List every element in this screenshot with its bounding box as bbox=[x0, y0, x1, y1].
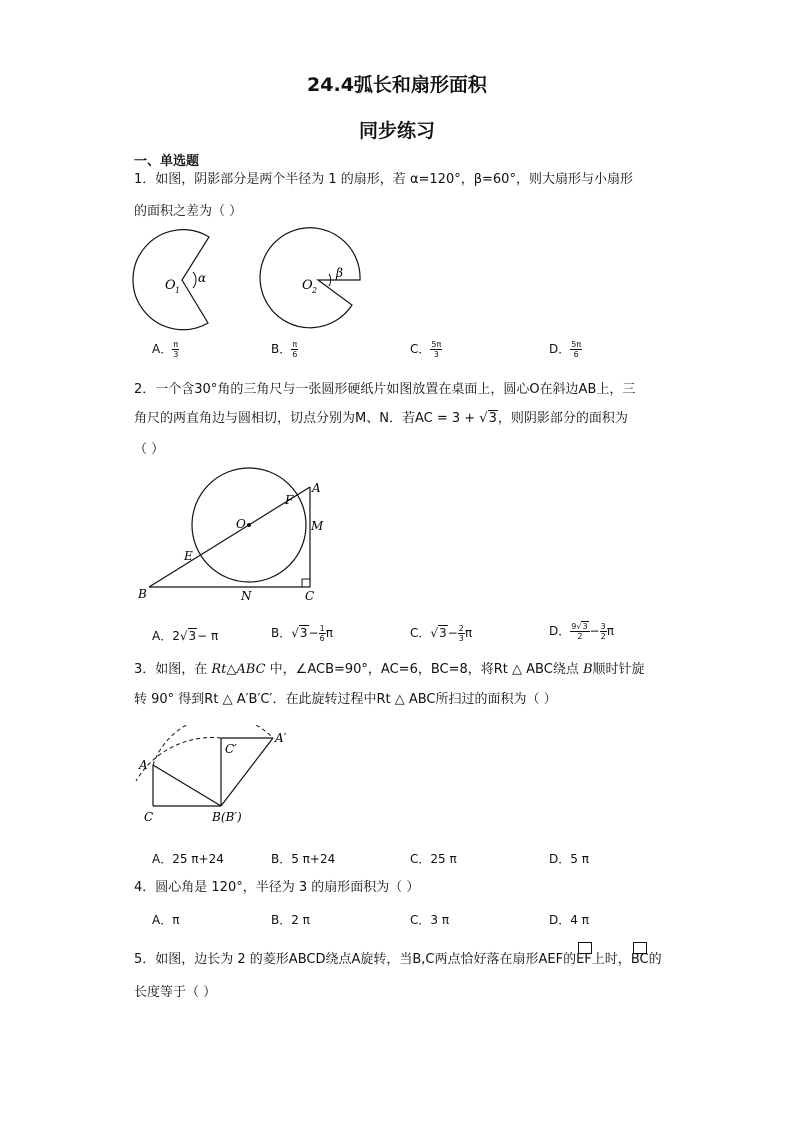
question-2-option-a[interactable]: A．2√3− π bbox=[152, 629, 219, 643]
radicand: 3 bbox=[299, 626, 308, 640]
tail: π bbox=[325, 626, 333, 640]
question-2-option-d[interactable] bbox=[549, 622, 614, 641]
question-1-option-a[interactable] bbox=[152, 340, 179, 359]
q5-arc-bc: BC bbox=[630, 952, 649, 967]
numerator: 1 bbox=[319, 624, 325, 633]
question-4-option-c[interactable] bbox=[410, 911, 449, 928]
q5-arc-ef: EF bbox=[576, 952, 592, 967]
question-3-option-d[interactable] bbox=[549, 850, 589, 867]
o1-subscript: 1 bbox=[175, 286, 181, 295]
option-label: A． bbox=[152, 852, 173, 866]
denominator: 6 bbox=[292, 350, 298, 359]
question-1-line-1: 1．如图，阴影部分是两个半径为 1 的扇形，若 α=120°，β=60°，则大扇形与小扇形 bbox=[134, 172, 633, 187]
question-4-line-1: 4．圆心角是 120°，半径为 3 的扇形面积为（ ） bbox=[134, 880, 420, 895]
option-text: 5 π bbox=[570, 852, 589, 866]
radicand: 3 bbox=[439, 626, 447, 640]
question-2-line-3: （ ） bbox=[134, 442, 165, 457]
option-label: D． bbox=[549, 342, 571, 356]
numerator: 3 bbox=[600, 622, 606, 631]
option-text: 4 π bbox=[570, 913, 589, 927]
question-2-option-b[interactable]: B．√3− $\frac{1}{6}$ π bbox=[271, 624, 333, 643]
q5-text-e: 的 bbox=[648, 952, 662, 967]
beta-label: β bbox=[336, 266, 343, 280]
label-f: F bbox=[285, 493, 294, 507]
label-e: E bbox=[184, 549, 193, 563]
question-3-figure bbox=[134, 725, 304, 830]
q3-text-b: 中，∠ACB=90°，AC=6，BC=8，将Rt △ ABC绕点 bbox=[265, 662, 583, 677]
option-label: B． bbox=[271, 342, 292, 356]
q2-text-a: 角尺的两直角边与圆相切，切点分别为M、N．若AC = 3 + bbox=[134, 411, 480, 426]
label-c: C bbox=[305, 589, 315, 603]
question-3-line-2: 转 90° 得到Rt △ A′B′C′．在此旋转过程中Rt △ ABC所扫过的面积为（ ） bbox=[134, 692, 557, 707]
minus: − bbox=[589, 624, 600, 638]
q3-text-c: 顺时针旋 bbox=[592, 662, 645, 677]
q3-triangle: Rt△ABC bbox=[211, 662, 266, 677]
option-text: 2 π bbox=[291, 913, 310, 927]
option-text: 25 π+24 bbox=[172, 852, 224, 866]
label-c-prime: C′ bbox=[225, 742, 237, 756]
label-b: B(B′) bbox=[212, 810, 242, 824]
question-4-option-b[interactable] bbox=[271, 911, 310, 928]
o2-subscript: 2 bbox=[312, 286, 318, 295]
radicand: 3 bbox=[582, 622, 588, 631]
question-2-line-2: 角尺的两直角边与圆相切，切点分别为M、N．若AC = 3 + √3，则阴影部分的面积为 bbox=[134, 411, 628, 426]
label-n: N bbox=[241, 589, 252, 603]
center-dot bbox=[247, 523, 251, 527]
arc-a-dashed bbox=[153, 725, 273, 765]
option-text: π bbox=[172, 913, 180, 927]
question-2-figure bbox=[130, 440, 340, 610]
q5-text-a: 5．如图，边长为 2 的菱形ABCD绕点A旋转，当B,C两点恰好落在扇形AEF的 bbox=[134, 952, 577, 967]
label-o: O bbox=[236, 517, 246, 531]
q2-radicand: 3 bbox=[488, 411, 497, 426]
arc-c-dashed bbox=[136, 738, 221, 781]
option-label: C． bbox=[410, 626, 431, 640]
option-label: B． bbox=[271, 626, 292, 640]
option-label: D． bbox=[549, 852, 571, 866]
label-a: A bbox=[139, 758, 148, 772]
denominator: 3 bbox=[173, 350, 179, 359]
question-4-option-d[interactable] bbox=[549, 911, 589, 928]
question-2-option-c[interactable]: C．√3− $\frac{2}{3}$ π bbox=[410, 624, 473, 643]
option-text: 3 π bbox=[430, 913, 450, 927]
label-b: B bbox=[138, 587, 147, 601]
minus: − bbox=[447, 626, 458, 640]
tail: π bbox=[606, 624, 614, 638]
question-1-line-2: 的面积之差为（ ） bbox=[134, 204, 243, 219]
numerator: 5π bbox=[571, 340, 582, 349]
denominator: 6 bbox=[319, 634, 325, 643]
numerator: 2 bbox=[458, 624, 464, 633]
coef: 9 bbox=[571, 622, 577, 631]
option-label: C． bbox=[410, 913, 431, 927]
option-label: B． bbox=[271, 913, 292, 927]
right-angle-mark bbox=[302, 579, 310, 587]
option-label: C． bbox=[410, 852, 431, 866]
label-m: M bbox=[311, 519, 324, 533]
question-1-option-c[interactable] bbox=[410, 340, 442, 359]
question-1-option-b[interactable] bbox=[271, 340, 298, 359]
page-subtitle: 同步练习 bbox=[358, 120, 435, 142]
option-text: 5 π+24 bbox=[291, 852, 336, 866]
coef: 2 bbox=[172, 629, 180, 643]
denominator: 3 bbox=[433, 350, 439, 359]
question-3-line-1 bbox=[134, 660, 674, 680]
question-1-option-d[interactable] bbox=[549, 340, 582, 359]
page-title: 24.4弧长和扇形面积 bbox=[307, 74, 487, 96]
tail: − π bbox=[197, 629, 219, 643]
label-a-prime: A′ bbox=[275, 731, 287, 745]
side-ab bbox=[153, 765, 221, 806]
denominator: 2 bbox=[600, 632, 606, 641]
o1-label: O bbox=[165, 278, 176, 293]
numerator: π bbox=[292, 340, 298, 349]
q2-text-b: ，则阴影部分的面积为 bbox=[497, 411, 628, 426]
question-3-option-b[interactable] bbox=[271, 850, 335, 867]
numerator: π bbox=[173, 340, 179, 349]
label-a: A bbox=[312, 481, 321, 495]
option-label: D． bbox=[549, 913, 571, 927]
option-label: C． bbox=[410, 342, 431, 356]
denominator: 6 bbox=[573, 350, 579, 359]
radicand: 3 bbox=[188, 629, 197, 643]
option-text: 25 π bbox=[430, 852, 457, 866]
question-1-figure bbox=[125, 225, 385, 335]
minus: − bbox=[308, 626, 319, 640]
denominator: 2 bbox=[577, 632, 583, 641]
label-c: C bbox=[144, 810, 154, 824]
option-label: A． bbox=[152, 629, 173, 643]
q3-point-b: B bbox=[582, 662, 593, 677]
question-4-option-a[interactable] bbox=[152, 911, 179, 928]
question-5-line-2: 长度等于（ ） bbox=[134, 985, 217, 1000]
question-5-line-1 bbox=[134, 950, 674, 970]
option-label: A． bbox=[152, 342, 173, 356]
numerator: 5π bbox=[431, 340, 442, 349]
option-label: A． bbox=[152, 913, 173, 927]
alpha-arc bbox=[193, 272, 196, 288]
denominator: 3 bbox=[458, 634, 464, 643]
q3-text-a: 3．如图，在 bbox=[134, 662, 212, 677]
option-label: B． bbox=[271, 852, 292, 866]
numerator: 9√3 bbox=[571, 622, 588, 631]
o2-label: O bbox=[302, 278, 313, 293]
option-label: D． bbox=[549, 624, 571, 638]
tail: π bbox=[464, 626, 473, 640]
q5-text-c: 上时， bbox=[591, 952, 631, 967]
question-2-line-1: 2．一个含30°角的三角尺与一张圆形硬纸片如图放置在桌面上，圆心O在斜边AB上，三 bbox=[134, 382, 636, 397]
question-3-option-c[interactable] bbox=[410, 850, 457, 867]
alpha-label: α bbox=[198, 271, 207, 285]
question-3-option-a[interactable] bbox=[152, 850, 224, 867]
section-heading: 一、单选题 bbox=[134, 154, 200, 169]
